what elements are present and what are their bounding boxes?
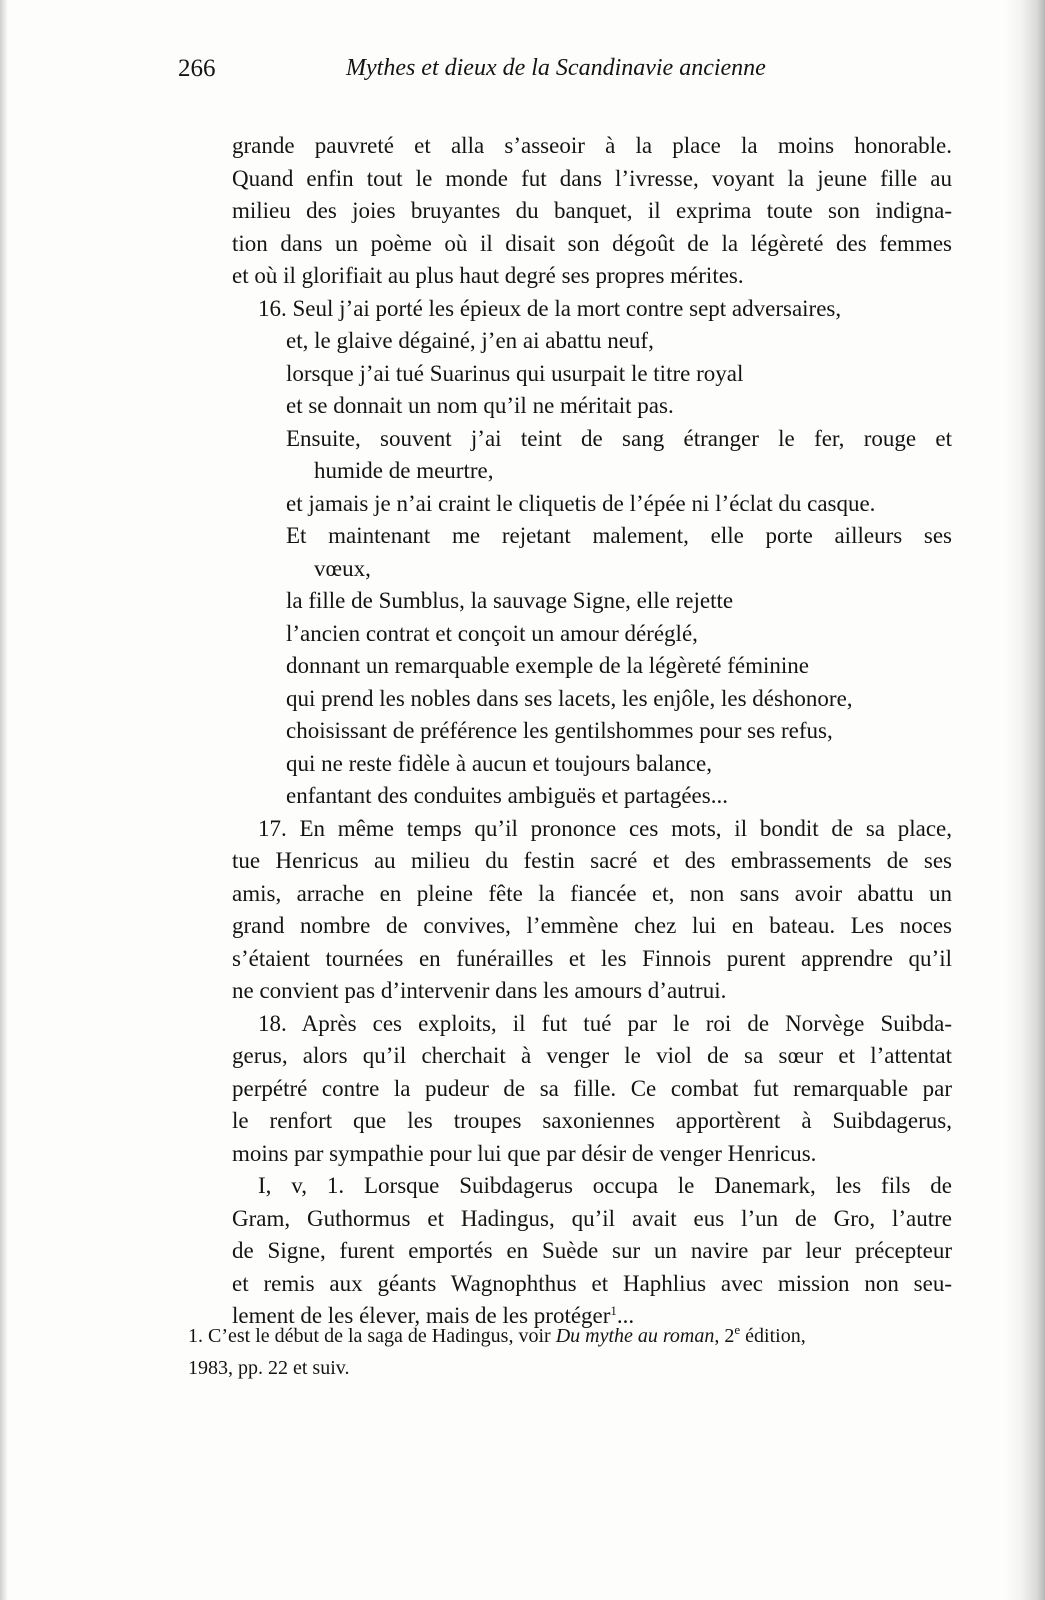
text-line: milieu des joies bruyantes du banquet, il exprima toute son indigna- bbox=[232, 198, 952, 223]
footnote-line bbox=[188, 1320, 952, 1352]
footnote-line: 1983, pp. 22 et suiv. bbox=[188, 1357, 350, 1379]
text-line: s’étaient tournées en funérailles et les Finnois purent apprendre qu’il bbox=[232, 945, 952, 971]
text-line: amis, arrache en pleine fête la fiancée et, non sans avoir abattu un bbox=[232, 880, 952, 906]
verse-line: qui ne reste fidèle à aucun et toujours balance, bbox=[286, 750, 712, 776]
footnote-reference: 1 bbox=[610, 1303, 617, 1318]
text-line: ne convient pas d’intervenir dans les amours d’autrui. bbox=[232, 978, 727, 1003]
text-line: 18. Après ces exploits, il fut tué par le roi de Norvège Suibda- bbox=[258, 1010, 952, 1036]
text-line: Quand enfin tout le monde fut dans l’ivresse, voyant la jeune fille au bbox=[232, 165, 952, 191]
text-line: gerus, alors qu’il cherchait à venger le viol de sa sœur et l’attentat bbox=[232, 1043, 952, 1068]
text-line: le renfort que les troupes saxoniennes apportèrent à Suibdagerus, bbox=[232, 1108, 952, 1133]
text-line: tion dans un poème où il disait son dégoût de la légèreté des femmes bbox=[232, 230, 952, 256]
footnote-edition-sup: e bbox=[734, 1322, 741, 1337]
text-line: Gram, Guthormus et Hadingus, qu’il avait eus l’un de Gro, l’autre bbox=[232, 1205, 952, 1231]
scan-edge-right bbox=[1005, 0, 1045, 1600]
text-line: moins par sympathie pour lui que par désir de venger Henricus. bbox=[232, 1140, 817, 1166]
verse-line: la fille de Sumblus, la sauvage Signe, elle rejette bbox=[286, 588, 734, 613]
verse-line: et jamais je n’ai craint le cliquetis de l’épée ni l’éclat du casque. bbox=[286, 490, 876, 516]
verse-line-continued: vœux, bbox=[314, 555, 371, 581]
verse-line: donnant un remarquable exemple de la légèreté féminine bbox=[286, 653, 810, 678]
footnote-edition-after: édition, bbox=[740, 1325, 806, 1347]
verse-line: Ensuite, souvent j’ai teint de sang étranger le fer, rouge et bbox=[286, 425, 952, 451]
text-line: grande pauvreté et alla s’asseoir à la place la moins honorable. bbox=[232, 133, 952, 158]
verse-line: choisissant de préférence les gentilshommes pour ses refus, bbox=[286, 718, 833, 743]
verse-line: et, le glaive dégainé, j’en ai abattu neuf, bbox=[286, 328, 654, 353]
text-line: perpétré contre la pudeur de sa fille. Ce combat fut remarquable par bbox=[232, 1075, 952, 1101]
running-head bbox=[178, 55, 858, 89]
scan-edge-left bbox=[0, 0, 8, 1600]
verse-line: lorsque j’ai tué Suarinus qui usurpait le titre royal bbox=[286, 360, 744, 386]
ellipsis: ... bbox=[616, 1303, 635, 1328]
page-number: 266 bbox=[178, 55, 216, 82]
text-line: I, v, 1. Lorsque Suibdagerus occupa le Danemark, les fils de bbox=[258, 1173, 952, 1198]
text-line: tue Henricus au milieu du festin sacré et des embrassements de ses bbox=[232, 848, 952, 873]
running-title: Mythes et dieux de la Scandinavie ancienne bbox=[346, 55, 766, 81]
verse-number-line: 16. Seul j’ai porté les épieux de la mort contre sept adversaires, bbox=[258, 295, 842, 321]
text-line: et remis aux géants Wagnophthus et Haphlius avec mission non seu- bbox=[232, 1270, 952, 1296]
text-line: de Signe, furent emportés en Suède sur un navire par leur précepteur bbox=[232, 1238, 952, 1263]
verse-line: enfantant des conduites ambiguës et partagées... bbox=[286, 783, 728, 808]
footnote-edition: , 2 bbox=[714, 1325, 735, 1347]
verse-line: et se donnait un nom qu’il ne méritait pas. bbox=[286, 393, 674, 418]
text-line: 17. En même temps qu’il prononce ces mots, il bondit de sa place, bbox=[258, 815, 952, 841]
verse-line: qui prend les nobles dans ses lacets, les enjôle, les déshonore, bbox=[286, 685, 853, 711]
verse-line: l’ancien contrat et conçoit un amour déréglé, bbox=[286, 620, 698, 646]
footnote-text: 1. C’est le début de la saga de Hadingus, voir bbox=[188, 1325, 556, 1347]
body-text bbox=[232, 130, 952, 1333]
text-line: grand nombre de convives, l’emmène chez lui en bateau. Les noces bbox=[232, 913, 952, 938]
verse-line: Et maintenant me rejetant malement, elle porte ailleurs ses bbox=[286, 523, 952, 548]
text-fragment: lement de les élever, mais de les protéger bbox=[232, 1303, 611, 1328]
text-line: et où il glorifiait au plus haut degré ses propres mérites. bbox=[232, 263, 744, 288]
footnote bbox=[188, 1320, 952, 1384]
verse-line-continued: humide de meurtre, bbox=[314, 458, 494, 483]
footnote-book-title: Du mythe au roman bbox=[555, 1325, 715, 1347]
